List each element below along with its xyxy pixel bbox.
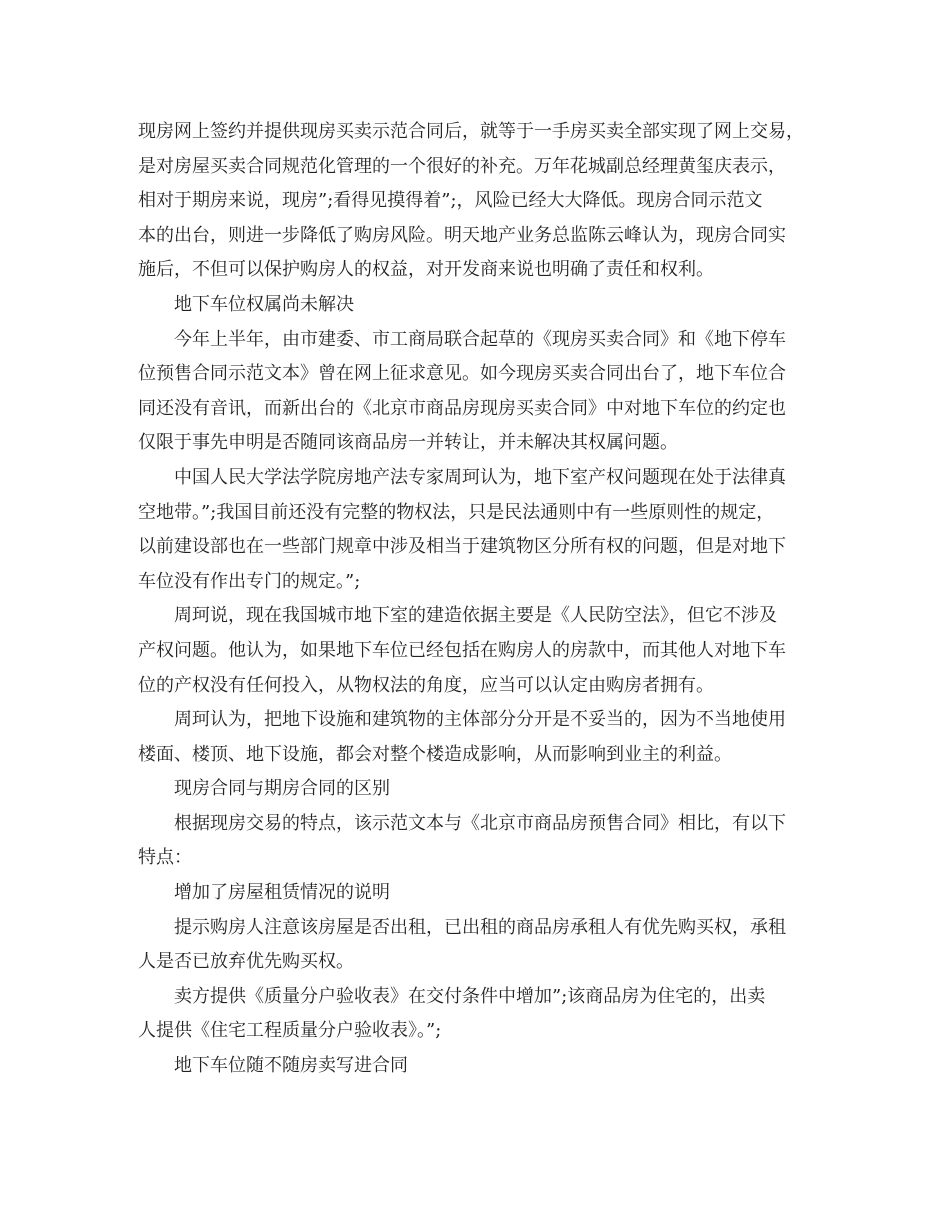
text-line: 提示购房人注意该房屋是否出租，已出租的商品房承租人有优先购买权，承租 [174, 916, 786, 938]
text-line: 施后，不但可以保护购房人的权益，对开发商来说也明确了责任和权利。 [138, 259, 714, 281]
text-line: 位预售合同示范文本》曾在网上征求意见。如今现房买卖合同出台了，地下车位合 [138, 363, 786, 385]
text-line: 根据现房交易的特点，该示范文本与《北京市商品房预售合同》相比，有以下 [174, 812, 786, 834]
text-line: 空地带。”;我国目前还没有完整的物权法，只是民法通则中有一些原则性的规定， [138, 501, 775, 523]
document-body [138, 115, 818, 1084]
text-line: 人提供《住宅工程质量分户验收表》。”; [138, 1020, 442, 1042]
text-line: 现房网上签约并提供现房买卖示范合同后，就等于一手房买卖全部实现了网上交易， [138, 121, 804, 142]
text-line: 特点： [138, 847, 192, 869]
text-line: 产权问题。他认为，如果地下车位已经包括在购房人的房款中，而其他人对地下车 [138, 639, 786, 661]
text-line: 本的出台，则进一步降低了购房风险。明天地产业务总监陈云峰认为，现房合同实 [138, 224, 786, 246]
text-line: 人是否已放弃优先购买权。 [138, 951, 354, 973]
section-heading: 增加了房屋租赁情况的说明 [174, 882, 390, 904]
section-heading: 地下车位权属尚未解决 [174, 293, 354, 315]
text-line: 仅限于事先申明是否随同该商品房一并转让，并未解决其权属问题。 [138, 432, 678, 454]
text-line: 车位没有作出专门的规定。”; [138, 570, 361, 592]
text-line: 中国人民大学法学院房地产法专家周珂认为，地下室产权问题现在处于法律真 [174, 466, 786, 488]
section-heading: 地下车位随不随房卖写进合同 [174, 1055, 408, 1077]
text-line: 楼面、楼顶、地下设施，都会对整个楼造成影响，从而影响到业主的利益。 [138, 743, 732, 765]
text-line: 卖方提供《质量分户验收表》在交付条件中增加”;该商品房为住宅的，出卖 [174, 985, 766, 1007]
section-heading: 现房合同与期房合同的区别 [174, 778, 390, 800]
text-line: 是对房屋买卖合同规范化管理的一个很好的补充。万年花城副总经理黄玺庆表示， [138, 155, 786, 177]
text-line: 相对于期房来说，现房”;看得见摸得着”;，风险已经大大降低。现房合同示范文 [138, 190, 763, 212]
text-line: 周珂说，现在我国城市地下室的建造依据主要是《人民防空法》，但它不涉及 [174, 605, 777, 627]
text-line: 以前建设部也在一些部门规章中涉及相当于建筑物区分所有权的问题，但是对地下 [138, 536, 786, 558]
text-line: 同还没有音讯，而新出台的《北京市商品房现房买卖合同》中对地下车位的约定也 [138, 397, 786, 419]
text-line: 周珂认为，把地下设施和建筑物的主体部分分开是不妥当的，因为不当地使用 [174, 709, 786, 731]
text-line: 位的产权没有任何投入，从物权法的角度，应当可以认定由购房者拥有。 [138, 674, 714, 696]
text-line: 今年上半年，由市建委、市工商局联合起草的《现房买卖合同》和《地下停车 [174, 328, 786, 350]
